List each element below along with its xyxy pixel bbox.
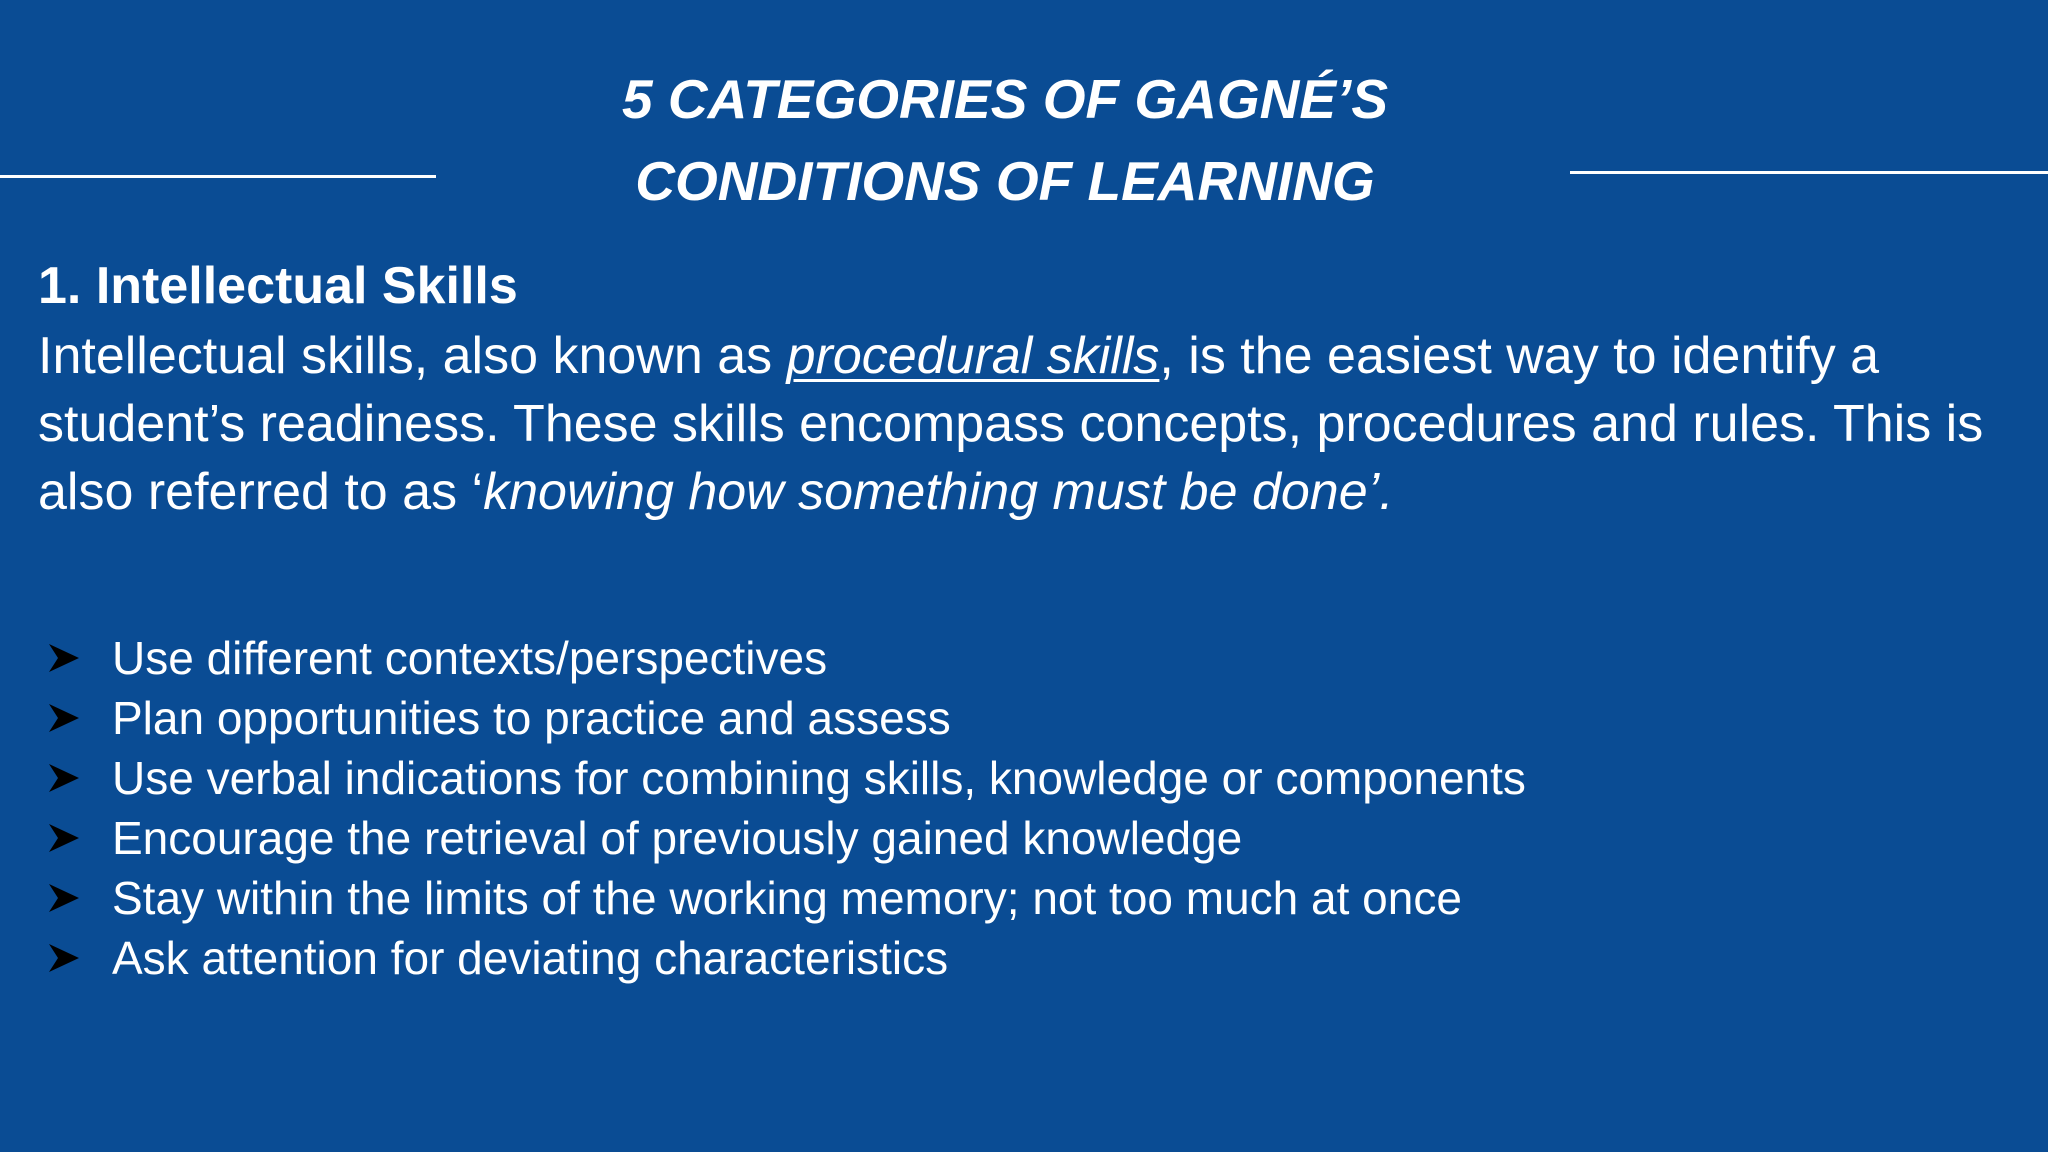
bullet-list bbox=[48, 628, 1528, 988]
paragraph-text-2: , is the easiest way to identify a student’s readiness. These skills encompass concepts, procedures and rules. This is also referred to as ‘ bbox=[38, 327, 1984, 521]
bullet-text: Stay within the limits of the working memory; not too much at once bbox=[112, 872, 1462, 924]
bullet-text: Encourage the retrieval of previously gained knowledge bbox=[112, 812, 1243, 864]
list-item bbox=[48, 928, 1528, 988]
list-item bbox=[48, 868, 1528, 928]
section-heading: 1. Intellectual Skills bbox=[38, 257, 518, 315]
intro-paragraph bbox=[38, 322, 1998, 526]
title-rule-left bbox=[0, 175, 436, 178]
title-line-1: 5 CATEGORIES OF GAGNÉ’S bbox=[621, 68, 1389, 130]
paragraph-quote: knowing how something must be done’. bbox=[483, 463, 1394, 521]
arrowhead-bullet-icon bbox=[48, 643, 80, 673]
list-item bbox=[48, 628, 1528, 688]
procedural-skills-emphasis: procedural skills bbox=[786, 327, 1160, 385]
bullet-text: Use verbal indications for combining skills, knowledge or components bbox=[112, 752, 1526, 804]
list-item bbox=[48, 688, 1528, 748]
arrowhead-bullet-icon bbox=[48, 823, 80, 853]
bullet-text: Use different contexts/perspectives bbox=[112, 632, 828, 684]
arrowhead-bullet-icon bbox=[48, 943, 80, 973]
title-line-2: CONDITIONS OF LEARNING bbox=[635, 150, 1375, 212]
slide-title bbox=[480, 58, 1530, 222]
bullet-text: Plan opportunities to practice and assess bbox=[112, 692, 951, 744]
list-item bbox=[48, 808, 1528, 868]
title-rule-right bbox=[1570, 171, 2048, 174]
list-item bbox=[48, 748, 1528, 808]
arrowhead-bullet-icon bbox=[48, 703, 80, 733]
bullet-text: Ask attention for deviating characteristics bbox=[112, 932, 949, 984]
arrowhead-bullet-icon bbox=[48, 763, 80, 793]
paragraph-text-1: Intellectual skills, also known as bbox=[38, 327, 787, 385]
arrowhead-bullet-icon bbox=[48, 883, 80, 913]
